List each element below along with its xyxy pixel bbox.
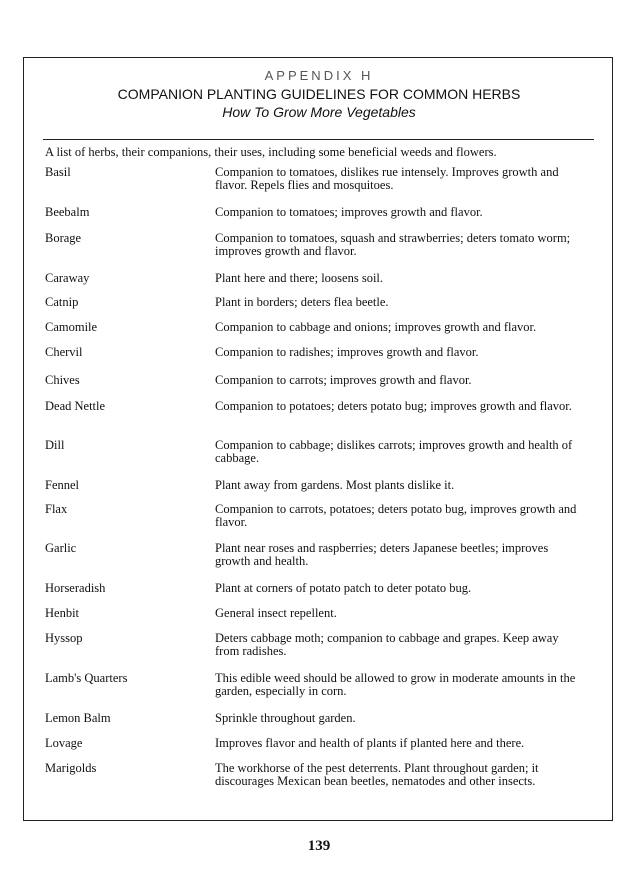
herb-name: Dill — [45, 438, 65, 452]
herb-description: Plant away from gardens. Most plants dislike it. — [215, 478, 455, 492]
herb-description: This edible weed should be allowed to grow in moderate amounts in the garden, especially in corn. — [215, 671, 576, 698]
herb-description: The workhorse of the pest deterrents. Plant throughout garden; it discourages Mexican bean beetles, nematodes and other insects. — [215, 761, 539, 788]
appendix-label: APPENDIX H — [264, 68, 374, 83]
herb-name: Henbit — [45, 606, 80, 620]
herb-name: Camomile — [45, 320, 98, 334]
herb-name: Fennel — [45, 478, 80, 492]
herb-description: Companion to carrots; improves growth and flavor. — [215, 373, 472, 387]
herb-name: Garlic — [45, 541, 77, 555]
herb-name: Catnip — [45, 295, 79, 309]
herb-description: Companion to tomatoes; improves growth and flavor. — [215, 205, 483, 219]
herb-name: Chervil — [45, 345, 83, 359]
herb-name: Lemon Balm — [45, 711, 111, 725]
page-number: 139 — [307, 838, 331, 854]
herb-description: Companion to potatoes; deters potato bug; improves growth and flavor. — [215, 399, 572, 413]
herb-description: Companion to cabbage; dislikes carrots; improves growth and health of cabbage. — [215, 438, 573, 465]
herb-name: Basil — [45, 165, 71, 179]
herb-description: Companion to cabbage and onions; improves growth and flavor. — [215, 320, 537, 334]
intro-text: A list of herbs, their companions, their uses, including some beneficial weeds and flowers. — [45, 145, 497, 159]
herb-description: Plant near roses and raspberries; deters Japanese beetles; improves growth and health. — [215, 541, 549, 568]
herb-name: Hyssop — [45, 631, 83, 645]
herb-name: Beebalm — [45, 205, 90, 219]
herb-description: General insect repellent. — [215, 606, 337, 620]
herb-name: Marigolds — [45, 761, 97, 775]
herb-description: Companion to tomatoes, squash and strawberries; deters tomato worm; improves growth and flavor. — [215, 231, 571, 258]
herb-description: Sprinkle throughout garden. — [215, 711, 356, 725]
herb-description: Plant at corners of potato patch to deter potato bug. — [215, 581, 472, 595]
herb-name: Horseradish — [45, 581, 106, 595]
herb-name: Lamb's Quarters — [45, 671, 128, 685]
herb-name: Caraway — [45, 271, 90, 285]
herb-name: Flax — [45, 502, 68, 516]
page-subtitle: How To Grow More Vegetables — [222, 104, 416, 120]
herb-description: Improves flavor and health of plants if planted here and there. — [215, 736, 525, 750]
herb-description: Companion to tomatoes, dislikes rue intensely. Improves growth and flavor. Repels flies and mosquitoes. — [215, 165, 559, 192]
herb-description: Plant in borders; deters flea beetle. — [215, 295, 389, 309]
herb-name: Chives — [45, 373, 80, 387]
herb-name: Dead Nettle — [45, 399, 106, 413]
herb-description: Deters cabbage moth; companion to cabbage and grapes. Keep away from radishes. — [215, 631, 559, 658]
herb-description: Companion to radishes; improves growth and flavor. — [215, 345, 479, 359]
herb-name: Lovage — [45, 736, 83, 750]
title-divider — [43, 139, 594, 140]
herb-name: Borage — [45, 231, 82, 245]
page-title: COMPANION PLANTING GUIDELINES FOR COMMON HERBS — [117, 86, 521, 102]
herb-description: Companion to carrots, potatoes; deters potato bug, improves growth and flavor. — [215, 502, 577, 529]
herb-description: Plant here and there; loosens soil. — [215, 271, 384, 285]
